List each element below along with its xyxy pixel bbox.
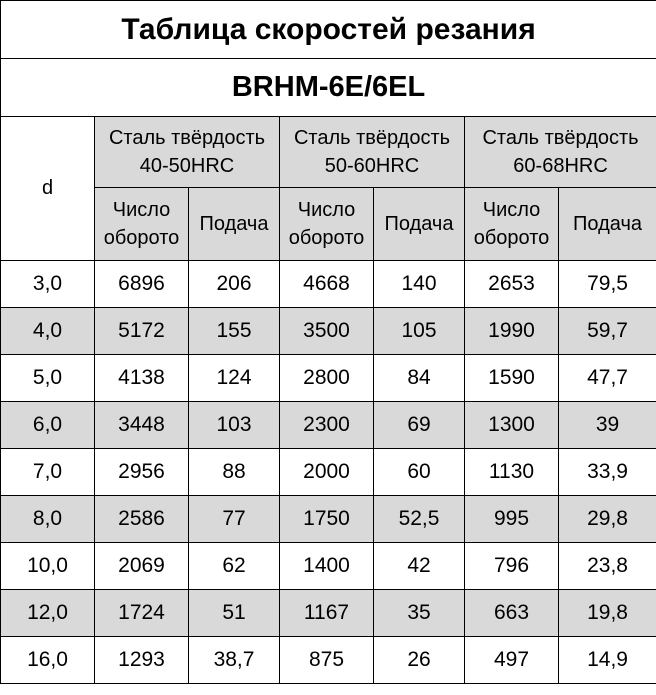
diameter-cell: 8,0 bbox=[1, 496, 95, 543]
rpm-cell: 1400 bbox=[280, 543, 374, 590]
diameter-cell: 5,0 bbox=[1, 355, 95, 402]
feed-cell: 59,7 bbox=[559, 308, 656, 355]
rpm-cell: 5172 bbox=[95, 308, 189, 355]
feed-cell: 29,8 bbox=[559, 496, 656, 543]
rpm-cell: 4668 bbox=[280, 261, 374, 308]
table-row bbox=[1, 543, 656, 590]
feed-cell: 206 bbox=[189, 261, 280, 308]
rpm-cell: 4138 bbox=[95, 355, 189, 402]
rpm-cell: 995 bbox=[465, 496, 559, 543]
rpm-cell: 2653 bbox=[465, 261, 559, 308]
group-header-hardness: 60-68HRC bbox=[513, 155, 608, 177]
feed-header: Подача bbox=[559, 188, 656, 261]
diameter-cell: 12,0 bbox=[1, 590, 95, 637]
rpm-cell: 1590 bbox=[465, 355, 559, 402]
rpm-cell: 2000 bbox=[280, 449, 374, 496]
feed-cell: 140 bbox=[374, 261, 465, 308]
rpm-cell: 663 bbox=[465, 590, 559, 637]
rpm-cell: 1990 bbox=[465, 308, 559, 355]
feed-cell: 42 bbox=[374, 543, 465, 590]
diameter-cell: 7,0 bbox=[1, 449, 95, 496]
rpm-cell: 1300 bbox=[465, 402, 559, 449]
rpm-cell: 1750 bbox=[280, 496, 374, 543]
rpm-header-line2: оборото bbox=[103, 227, 180, 249]
table-row bbox=[1, 355, 656, 402]
rpm-cell: 1167 bbox=[280, 590, 374, 637]
table-row bbox=[1, 637, 656, 684]
rpm-cell: 2956 bbox=[95, 449, 189, 496]
feed-cell: 155 bbox=[189, 308, 280, 355]
group-header-40-50 bbox=[95, 117, 280, 188]
feed-cell: 19,8 bbox=[559, 590, 656, 637]
feed-cell: 52,5 bbox=[374, 496, 465, 543]
table-row bbox=[1, 590, 656, 637]
rpm-header bbox=[95, 188, 189, 261]
table-row bbox=[1, 308, 656, 355]
feed-cell: 47,7 bbox=[559, 355, 656, 402]
feed-cell: 51 bbox=[189, 590, 280, 637]
feed-header: Подача bbox=[374, 188, 465, 261]
rpm-cell: 2069 bbox=[95, 543, 189, 590]
table-title: Таблица скоростей резания bbox=[1, 1, 656, 59]
rpm-header-line1: Число bbox=[482, 199, 541, 221]
rpm-cell: 497 bbox=[465, 637, 559, 684]
group-header-label: Сталь твёрдость bbox=[482, 127, 639, 149]
rpm-cell: 875 bbox=[280, 637, 374, 684]
feed-cell: 23,8 bbox=[559, 543, 656, 590]
feed-cell: 103 bbox=[189, 402, 280, 449]
rpm-header-line2: оборото bbox=[288, 227, 365, 249]
group-header-hardness: 50-60HRC bbox=[324, 155, 420, 177]
feed-cell: 35 bbox=[374, 590, 465, 637]
group-header-label: Сталь твёрдость bbox=[293, 127, 451, 149]
rpm-cell: 2586 bbox=[95, 496, 189, 543]
feed-cell: 38,7 bbox=[189, 637, 280, 684]
feed-header: Подача bbox=[189, 188, 280, 261]
feed-cell: 33,9 bbox=[559, 449, 656, 496]
rpm-cell: 1293 bbox=[95, 637, 189, 684]
diameter-cell: 10,0 bbox=[1, 543, 95, 590]
feed-cell: 14,9 bbox=[559, 637, 656, 684]
rpm-header-line1: Число bbox=[297, 199, 356, 221]
table-row bbox=[1, 402, 656, 449]
rpm-cell: 2800 bbox=[280, 355, 374, 402]
rpm-header bbox=[280, 188, 374, 261]
feed-cell: 62 bbox=[189, 543, 280, 590]
feed-cell: 105 bbox=[374, 308, 465, 355]
rpm-header-line2: оборото bbox=[473, 227, 550, 249]
rpm-cell: 6896 bbox=[95, 261, 189, 308]
rpm-header-line1: Число bbox=[112, 199, 171, 221]
group-header-label: Сталь твёрдость bbox=[108, 127, 266, 149]
diameter-cell: 6,0 bbox=[1, 402, 95, 449]
rpm-cell: 796 bbox=[465, 543, 559, 590]
rpm-header bbox=[465, 188, 559, 261]
feed-cell: 60 bbox=[374, 449, 465, 496]
feed-cell: 39 bbox=[559, 402, 656, 449]
table-row bbox=[1, 449, 656, 496]
table-row bbox=[1, 496, 656, 543]
feed-cell: 79,5 bbox=[559, 261, 656, 308]
group-header-60-68 bbox=[465, 117, 656, 188]
feed-cell: 69 bbox=[374, 402, 465, 449]
feed-cell: 84 bbox=[374, 355, 465, 402]
diameter-cell: 4,0 bbox=[1, 308, 95, 355]
feed-cell: 26 bbox=[374, 637, 465, 684]
group-header-50-60 bbox=[280, 117, 465, 188]
feed-cell: 77 bbox=[189, 496, 280, 543]
diameter-cell: 16,0 bbox=[1, 637, 95, 684]
model-name: BRHM-6E/6EL bbox=[1, 59, 656, 117]
feed-cell: 124 bbox=[189, 355, 280, 402]
diameter-header: d bbox=[1, 117, 95, 261]
rpm-cell: 2300 bbox=[280, 402, 374, 449]
group-header-hardness: 40-50HRC bbox=[139, 155, 235, 177]
rpm-cell: 1724 bbox=[95, 590, 189, 637]
rpm-cell: 1130 bbox=[465, 449, 559, 496]
feed-cell: 88 bbox=[189, 449, 280, 496]
table-row bbox=[1, 261, 656, 308]
diameter-cell: 3,0 bbox=[1, 261, 95, 308]
rpm-cell: 3448 bbox=[95, 402, 189, 449]
rpm-cell: 3500 bbox=[280, 308, 374, 355]
